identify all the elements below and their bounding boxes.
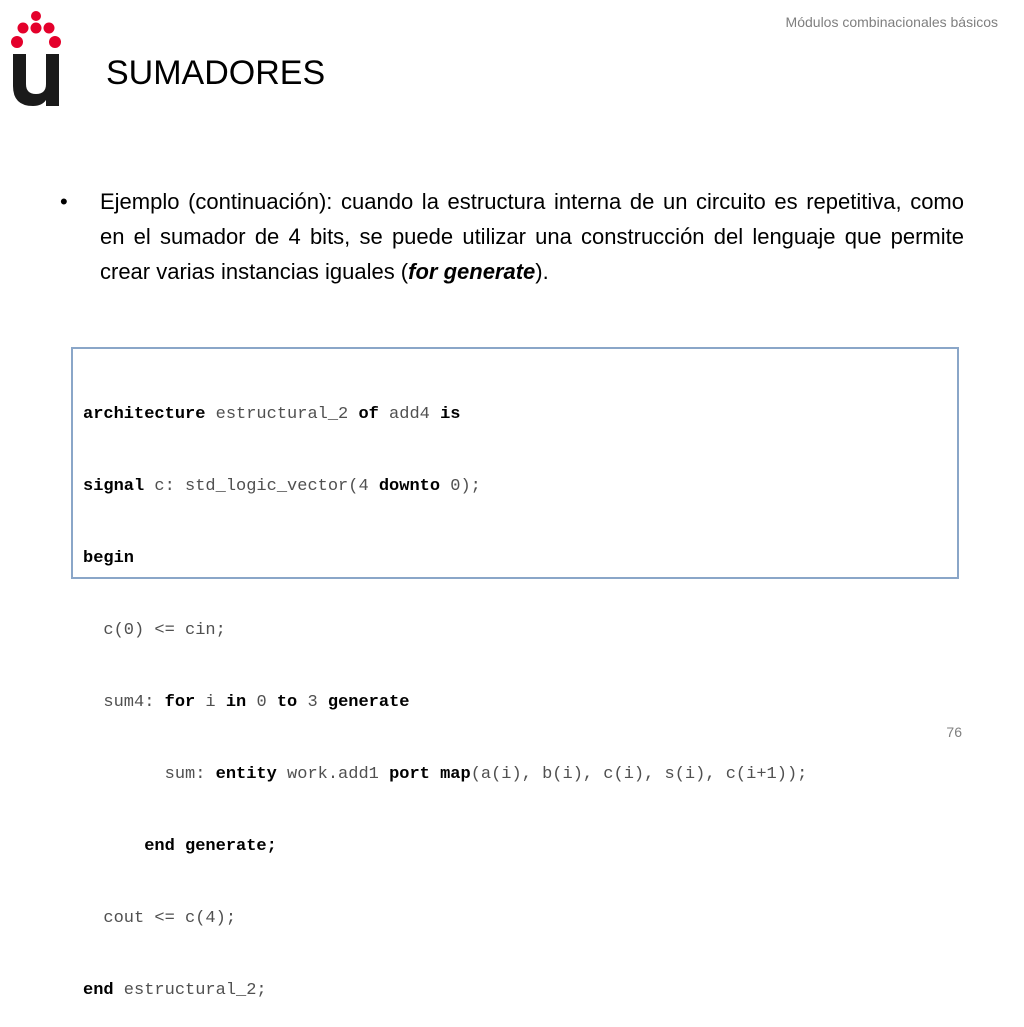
code-keyword: is <box>440 405 461 424</box>
code-keyword: downto <box>378 477 441 496</box>
page-number: 76 <box>946 724 962 740</box>
code-line <box>83 979 951 1003</box>
code-text: sum: <box>83 765 216 784</box>
header-section-title: Módulos combinacionales básicos <box>785 14 998 30</box>
bullet-emphasis: for generate <box>408 259 536 284</box>
code-line <box>83 475 951 499</box>
bullet-text-before: Ejemplo (continuación): cuando la estructura interna de un circuito es repetitiva, como en el sumador de 4 bits, se puede utilizar una construcción del lenguaje que permite crear varias instancias iguales ( <box>100 189 964 284</box>
code-text: (a(i), b(i), c(i), s(i), c(i+1)); <box>470 765 808 784</box>
code-keyword: signal <box>83 477 145 496</box>
bullet-text <box>100 184 964 289</box>
code-keyword: for <box>164 693 196 712</box>
code-text <box>83 837 144 856</box>
code-text: 3 <box>297 693 328 712</box>
code-keyword: port map <box>389 765 471 784</box>
university-logo-icon <box>11 10 61 108</box>
code-line <box>83 547 951 571</box>
code-line <box>83 403 951 427</box>
code-text: estructural_2 <box>205 405 359 424</box>
slide-title: SUMADORES <box>106 54 326 92</box>
code-keyword: of <box>358 405 379 424</box>
code-keyword: architecture <box>83 405 206 424</box>
code-line <box>83 691 951 715</box>
bullet-dot-icon: • <box>60 189 68 214</box>
code-keyword: to <box>276 693 298 712</box>
code-line <box>83 907 951 931</box>
code-text: cout <= c(4); <box>83 909 237 928</box>
code-keyword: end generate; <box>144 837 277 856</box>
code-text: c(0) <= cin; <box>83 621 226 640</box>
code-keyword: in <box>225 693 247 712</box>
bullet-text-after: ). <box>535 259 549 284</box>
code-keyword: begin <box>83 549 135 568</box>
code-keyword: generate <box>327 693 410 712</box>
code-text: estructural_2; <box>113 981 267 1000</box>
code-text: 0); <box>440 477 481 496</box>
code-text: c: std_logic_vector(4 <box>144 477 379 496</box>
code-line <box>83 835 951 859</box>
code-text: work.add1 <box>276 765 390 784</box>
code-text: 0 <box>246 693 277 712</box>
code-keyword: end <box>83 981 114 1000</box>
code-keyword: entity <box>215 765 277 784</box>
code-line <box>83 619 951 643</box>
code-text: sum4: <box>83 693 165 712</box>
code-text: i <box>195 693 226 712</box>
code-text: add4 <box>378 405 441 424</box>
bullet-item <box>60 184 964 289</box>
code-line <box>83 763 951 787</box>
